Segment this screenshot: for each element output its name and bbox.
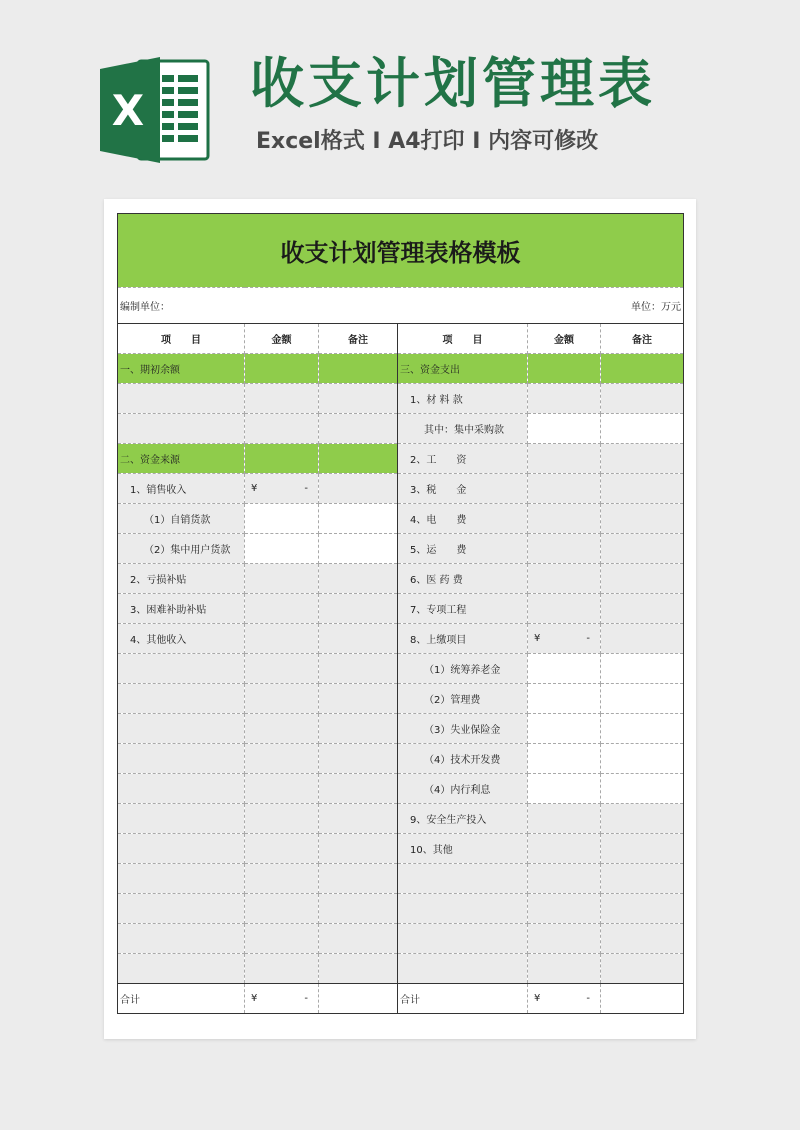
table-cell[interactable] <box>245 534 319 564</box>
table-cell[interactable] <box>528 804 601 834</box>
total-amount-right[interactable] <box>528 984 601 1014</box>
table-cell[interactable] <box>528 654 601 684</box>
table-row <box>118 414 684 444</box>
table-cell[interactable] <box>118 834 245 864</box>
table-cell[interactable] <box>319 774 398 804</box>
total-label-left[interactable]: 合计 <box>118 984 245 1014</box>
table-cell[interactable] <box>319 654 398 684</box>
table-row <box>118 864 684 894</box>
spreadsheet-page <box>104 199 696 1039</box>
table-cell[interactable] <box>528 444 601 474</box>
table-cell[interactable] <box>118 654 245 684</box>
table-row <box>118 444 684 474</box>
table-row <box>118 504 684 534</box>
page-subtitle: Excel格式 I A4打印 I 内容可修改 <box>256 129 599 154</box>
table-row <box>118 594 684 624</box>
table-cell[interactable] <box>528 684 601 714</box>
table-row <box>118 534 684 564</box>
table-cell[interactable] <box>245 954 319 984</box>
table-cell[interactable] <box>528 504 601 534</box>
col-header-item: 项 目 <box>118 324 245 354</box>
table-cell[interactable] <box>601 474 684 504</box>
right-item[interactable]: 10、其他 <box>398 834 528 864</box>
table-cell[interactable] <box>118 804 245 834</box>
table-cell[interactable] <box>528 744 601 774</box>
currency-symbol: ¥ <box>251 993 258 1004</box>
dash: - <box>586 993 590 1004</box>
right-item[interactable]: 3、税 金 <box>398 474 528 504</box>
table-cell[interactable] <box>528 954 601 984</box>
table-cell[interactable] <box>528 894 601 924</box>
plan-table <box>117 213 684 1014</box>
section-expenditure[interactable]: 三、资金支出 <box>398 354 528 384</box>
right-item[interactable]: 9、安全生产投入 <box>398 804 528 834</box>
table-cell[interactable] <box>601 534 684 564</box>
currency-symbol: ¥ <box>534 633 541 644</box>
table-row <box>118 924 684 954</box>
table-cell[interactable] <box>319 444 398 474</box>
table-cell[interactable] <box>245 804 319 834</box>
right-item[interactable]: 7、专项工程 <box>398 594 528 624</box>
table-cell[interactable] <box>245 774 319 804</box>
table-cell[interactable] <box>398 864 528 894</box>
table-cell[interactable] <box>601 924 684 954</box>
right-item[interactable]: 5、运 费 <box>398 534 528 564</box>
table-cell[interactable] <box>398 954 528 984</box>
table-cell[interactable] <box>601 894 684 924</box>
table-cell[interactable] <box>319 534 398 564</box>
table-cell[interactable] <box>245 354 319 384</box>
table-cell[interactable] <box>528 864 601 894</box>
table-cell[interactable] <box>245 894 319 924</box>
right-item[interactable]: （4）技术开发费 <box>398 744 528 774</box>
right-item[interactable]: 1、材 料 款 <box>398 384 528 414</box>
table-row <box>118 624 684 654</box>
sheet-title: 收支计划管理表格模板 <box>118 214 684 288</box>
table-cell[interactable] <box>245 624 319 654</box>
right-item[interactable]: （1）统筹养老金 <box>398 654 528 684</box>
dash: - <box>304 483 308 494</box>
table-cell[interactable] <box>245 384 319 414</box>
table-cell[interactable] <box>245 654 319 684</box>
table-cell[interactable] <box>319 714 398 744</box>
table-cell[interactable] <box>319 354 398 384</box>
table-cell[interactable] <box>528 714 601 744</box>
table-cell[interactable] <box>601 714 684 744</box>
table-cell[interactable] <box>601 594 684 624</box>
amount-cell[interactable] <box>245 474 319 504</box>
table-cell[interactable] <box>118 384 245 414</box>
table-cell[interactable] <box>245 714 319 744</box>
table-cell[interactable] <box>118 714 245 744</box>
table-cell[interactable] <box>118 954 245 984</box>
table-cell[interactable] <box>319 624 398 654</box>
table-cell[interactable] <box>118 924 245 954</box>
table-cell[interactable] <box>319 894 398 924</box>
right-item[interactable]: （4）内行利息 <box>398 774 528 804</box>
table-cell[interactable] <box>601 564 684 594</box>
table-cell[interactable] <box>528 594 601 624</box>
table-cell[interactable] <box>601 954 684 984</box>
right-item[interactable]: （2）管理费 <box>398 684 528 714</box>
right-item[interactable]: 2、工 资 <box>398 444 528 474</box>
table-row <box>118 474 684 504</box>
total-row <box>118 984 684 1014</box>
table-row <box>118 744 684 774</box>
col-header-amount: 金额 <box>245 324 319 354</box>
table-row <box>118 564 684 594</box>
table-cell[interactable] <box>319 594 398 624</box>
table-cell[interactable] <box>319 474 398 504</box>
table-row <box>118 354 684 384</box>
table-cell[interactable] <box>528 384 601 414</box>
table-cell[interactable] <box>245 744 319 774</box>
table-cell[interactable] <box>319 564 398 594</box>
table-cell[interactable] <box>245 504 319 534</box>
table-row <box>118 774 684 804</box>
table-cell[interactable] <box>528 924 601 954</box>
table-cell[interactable] <box>245 444 319 474</box>
dash: - <box>586 633 590 644</box>
table-cell[interactable] <box>118 774 245 804</box>
table-cell[interactable] <box>528 354 601 384</box>
table-cell[interactable] <box>319 954 398 984</box>
table-cell[interactable] <box>528 564 601 594</box>
right-item[interactable]: 6、医 药 费 <box>398 564 528 594</box>
col-header-note-right: 备注 <box>601 324 684 354</box>
table-cell[interactable] <box>319 504 398 534</box>
table-cell[interactable] <box>319 804 398 834</box>
table-cell[interactable] <box>118 894 245 924</box>
table-cell[interactable] <box>319 384 398 414</box>
table-row <box>118 384 684 414</box>
right-item[interactable]: （3）失业保险金 <box>398 714 528 744</box>
unit-right-label[interactable]: 单位：万元 <box>398 288 684 324</box>
table-cell[interactable] <box>601 834 684 864</box>
left-item[interactable]: 3、困难补助补贴 <box>118 594 245 624</box>
col-header-amount-right: 金额 <box>528 324 601 354</box>
table-row <box>118 834 684 864</box>
table-cell[interactable] <box>528 414 601 444</box>
table-cell[interactable] <box>319 984 398 1014</box>
left-item[interactable]: （2）集中用户货款 <box>118 534 245 564</box>
table-cell[interactable] <box>528 834 601 864</box>
table-cell[interactable] <box>601 774 684 804</box>
right-item[interactable]: 4、电 费 <box>398 504 528 534</box>
table-cell[interactable] <box>601 384 684 414</box>
table-cell[interactable] <box>245 864 319 894</box>
section-opening-balance[interactable]: 一、期初余额 <box>118 354 245 384</box>
col-header-note: 备注 <box>319 324 398 354</box>
section-fund-source[interactable]: 二、资金来源 <box>118 444 245 474</box>
col-header-item-right: 项 目 <box>398 324 528 354</box>
right-item[interactable]: 其中：集中采购款 <box>398 414 528 444</box>
table-cell[interactable] <box>601 624 684 654</box>
table-row <box>118 954 684 984</box>
table-cell[interactable] <box>601 864 684 894</box>
table-cell[interactable] <box>398 894 528 924</box>
total-label-right[interactable]: 合计 <box>398 984 528 1014</box>
table-row <box>118 714 684 744</box>
left-item[interactable]: （1）自销货款 <box>118 504 245 534</box>
excel-logo-icon <box>100 55 212 165</box>
unit-left-label[interactable]: 编制单位： <box>118 288 398 324</box>
table-cell[interactable] <box>601 744 684 774</box>
table-cell[interactable] <box>319 744 398 774</box>
table-cell[interactable] <box>601 414 684 444</box>
table-cell[interactable] <box>319 864 398 894</box>
table-row <box>118 654 684 684</box>
table-cell[interactable] <box>528 534 601 564</box>
currency-symbol: ¥ <box>534 993 541 1004</box>
left-item[interactable]: 4、其他收入 <box>118 624 245 654</box>
left-item[interactable]: 2、亏损补贴 <box>118 564 245 594</box>
logo-letter: X <box>111 86 145 135</box>
amount-cell[interactable] <box>528 624 601 654</box>
table-cell[interactable] <box>245 564 319 594</box>
table-cell[interactable] <box>398 924 528 954</box>
table-cell[interactable] <box>528 774 601 804</box>
table-cell[interactable] <box>601 984 684 1014</box>
table-row <box>118 804 684 834</box>
table-cell[interactable] <box>245 924 319 954</box>
right-item[interactable]: 8、上缴项目 <box>398 624 528 654</box>
table-cell[interactable] <box>319 414 398 444</box>
total-amount-left[interactable] <box>245 984 319 1014</box>
table-cell[interactable] <box>319 924 398 954</box>
dash: - <box>304 993 308 1004</box>
table-cell[interactable] <box>118 744 245 774</box>
table-cell[interactable] <box>118 864 245 894</box>
table-cell[interactable] <box>601 654 684 684</box>
table-cell[interactable] <box>245 414 319 444</box>
table-cell[interactable] <box>601 504 684 534</box>
table-cell[interactable] <box>601 354 684 384</box>
currency-symbol: ¥ <box>251 483 258 494</box>
table-cell[interactable] <box>601 444 684 474</box>
table-cell[interactable] <box>601 684 684 714</box>
left-item[interactable]: 1、销售收入 <box>118 474 245 504</box>
table-cell[interactable] <box>245 594 319 624</box>
table-cell[interactable] <box>245 684 319 714</box>
table-cell[interactable] <box>601 804 684 834</box>
table-cell[interactable] <box>528 474 601 504</box>
table-cell[interactable] <box>245 834 319 864</box>
table-cell[interactable] <box>319 834 398 864</box>
table-row <box>118 894 684 924</box>
table-cell[interactable] <box>118 684 245 714</box>
page-title: 收支计划管理表 <box>250 52 656 115</box>
table-row <box>118 684 684 714</box>
table-cell[interactable] <box>319 684 398 714</box>
table-cell[interactable] <box>118 414 245 444</box>
